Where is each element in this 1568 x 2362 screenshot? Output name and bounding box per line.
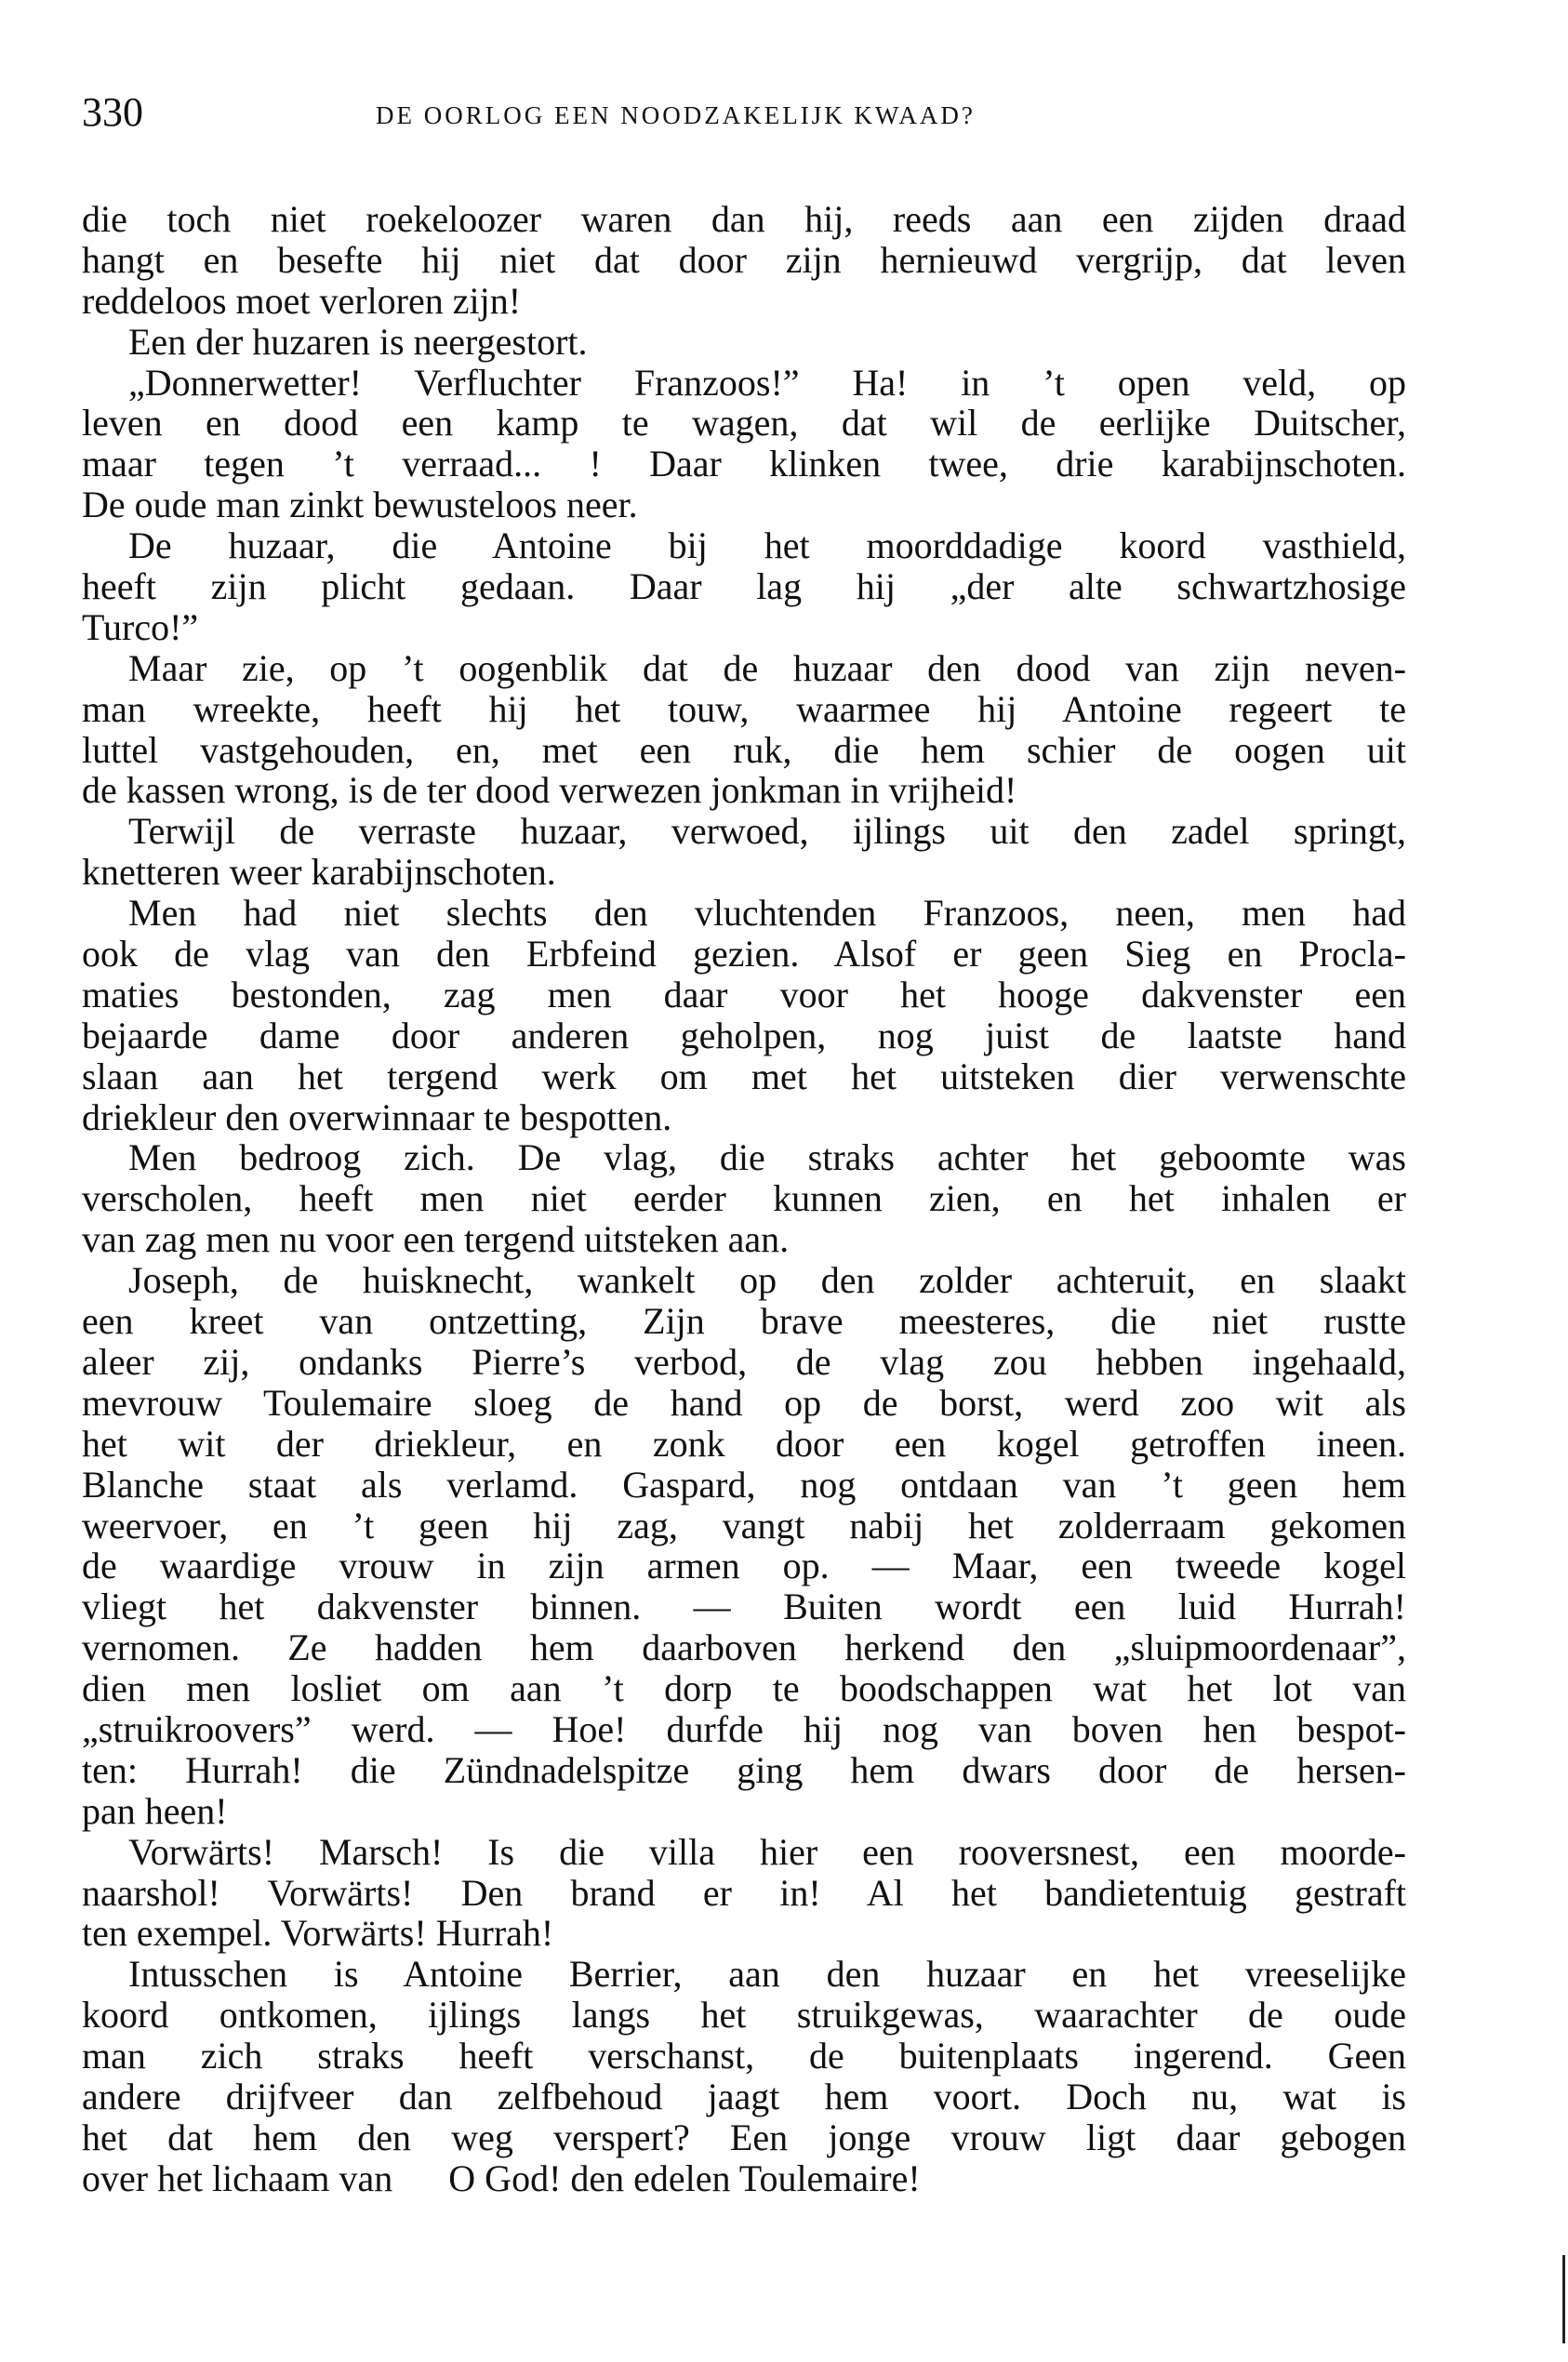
text-line: Vorwärts! Marsch! Is die villa hier een rooversnest, een moorde- <box>128 1830 1406 1873</box>
text-line: vliegt het dakvenster binnen. — Buiten wordt een luid Hurrah! <box>82 1586 1406 1628</box>
text-line: ook de vlag van den Erbfeind gezien. Alsof er geen Sieg en Procla- <box>82 933 1406 975</box>
text-line: heeft zijn plicht gedaan. Daar lag hij „der alte schwartzhosige <box>82 565 1406 608</box>
text-line: maties bestonden, zag men daar voor het hooge dakvenster een <box>82 973 1406 1015</box>
text-line: „Donnerwetter! Verfluchter Franzoos!” Ha! in ’t open veld, op <box>128 361 1406 404</box>
text-line: naarshol! Vorwärts! Den brand er in! Al het bandietentuig gestraft <box>82 1871 1406 1914</box>
scan-edge-mark <box>1562 2255 1565 2343</box>
text-line: driekleur den overwinnaar te bespotten. <box>82 1095 672 1138</box>
text-line: luttel vastgehouden, en, met een ruk, die hem schier de oogen uit <box>82 728 1406 771</box>
text-line: het wit der driekleur, en zonk door een kogel getroffen ineen. <box>82 1422 1406 1465</box>
text-line: van zag men nu voor een tergend uitsteken aan. <box>82 1218 790 1261</box>
text-line: knetteren weer karabijnschoten. <box>82 851 556 894</box>
text-line: Joseph, de huisknecht, wankelt op den zolder achteruit, en slaakt <box>128 1259 1406 1302</box>
text-line: over het lichaam van O God! den edelen Toulemaire! <box>82 2156 921 2199</box>
text-line: man wreekte, heeft hij het touw, waarmee hij Antoine regeert te <box>82 687 1406 730</box>
text-line: vernomen. Ze hadden hem daarboven herkend den „sluipmoordenaar”, <box>82 1626 1406 1669</box>
text-line: De huzaar, die Antoine bij het moorddadige koord vasthield, <box>128 524 1406 567</box>
text-line: het dat hem den weg verspert? Een jonge vrouw ligt daar gebogen <box>82 2116 1406 2158</box>
text-line: man zich straks heeft verschanst, de buitenplaats ingerend. Geen <box>82 2035 1406 2077</box>
text-line: Een der huzaren is neergestort. <box>128 320 588 363</box>
text-line: Men bedroog zich. De vlag, die straks achter het geboomte was <box>128 1136 1406 1179</box>
text-line: aleer zij, ondanks Pierre’s verbod, de vlag zou hebben ingehaald, <box>82 1340 1406 1383</box>
text-line: Men had niet slechts den vluchtenden Franzoos, neen, men had <box>128 892 1406 935</box>
text-line: Intusschen is Antoine Berrier, aan den huzaar en het vreeselijke <box>128 1953 1406 1996</box>
text-line: koord ontkomen, ijlings langs het struikgewas, waarachter de oude <box>82 1994 1406 2037</box>
text-line: De oude man zinkt bewusteloos neer. <box>82 484 638 526</box>
text-line: Maar zie, op ’t oogenblik dat de huzaar den dood van zijn neven- <box>128 646 1406 689</box>
text-line: Turco!” <box>82 605 199 648</box>
body-text <box>82 199 1406 2199</box>
text-line: dien men losliet om aan ’t dorp te boodschappen wat het lot van <box>82 1667 1406 1710</box>
text-line: verscholen, heeft men niet eerder kunnen zien, en het inhalen er <box>82 1177 1406 1220</box>
text-line: die toch niet roekeloozer waren dan hij, reeds aan een zijden draad <box>82 198 1406 240</box>
text-line: een kreet van ontzetting, Zijn brave meesteres, die niet rustte <box>82 1300 1406 1343</box>
text-line: maar tegen ’t verraad... ! Daar klinken twee, drie karabijnschoten. <box>82 443 1406 485</box>
text-line: leven en dood een kamp te wagen, dat wil de eerlijke Duitscher, <box>82 402 1406 445</box>
text-line: slaan aan het tergend werk om met het uitsteken dier verwenschte <box>82 1055 1406 1097</box>
text-line: mevrouw Toulemaire sloeg de hand op de borst, werd zoo wit als <box>82 1381 1406 1424</box>
text-line: ten: Hurrah! die Zündnadelspitze ging hem dwars door de hersen- <box>82 1748 1406 1791</box>
text-line: hangt en besefte hij niet dat door zijn hernieuwd vergrijp, dat leven <box>82 238 1406 281</box>
text-line: pan heen! <box>82 1789 228 1832</box>
text-line: Blanche staat als verlamd. Gaspard, nog ontdaan van ’t geen hem <box>82 1463 1406 1506</box>
text-line: „struikroovers” werd. — Hoe! durfde hij nog van boven hen bespot- <box>82 1707 1406 1750</box>
text-line: bejaarde dame door anderen geholpen, nog juist de laatste hand <box>82 1014 1406 1056</box>
text-line: weervoer, en ’t geen hij zag, vangt nabij het zolderraam gekomen <box>82 1504 1406 1546</box>
text-line: de waardige vrouw in zijn armen op. — Maar, een tweede kogel <box>82 1545 1406 1587</box>
text-line: andere drijfveer dan zelfbehoud jaagt hem voort. Doch nu, wat is <box>82 2075 1406 2117</box>
text-line: Terwijl de verraste huzaar, verwoed, ijlings uit den zadel springt, <box>128 810 1406 853</box>
text-line: ten exempel. Vorwärts! Hurrah! <box>82 1912 554 1955</box>
text-line: reddeloos moet verloren zijn! <box>82 279 522 322</box>
page-number: 330 <box>82 89 143 135</box>
running-title: DE OORLOG EEN NOODZAKELIJK KWAAD? <box>376 101 976 129</box>
text-line: de kassen wrong, is de ter dood verwezen jonkman in vrijheid! <box>82 769 1017 812</box>
